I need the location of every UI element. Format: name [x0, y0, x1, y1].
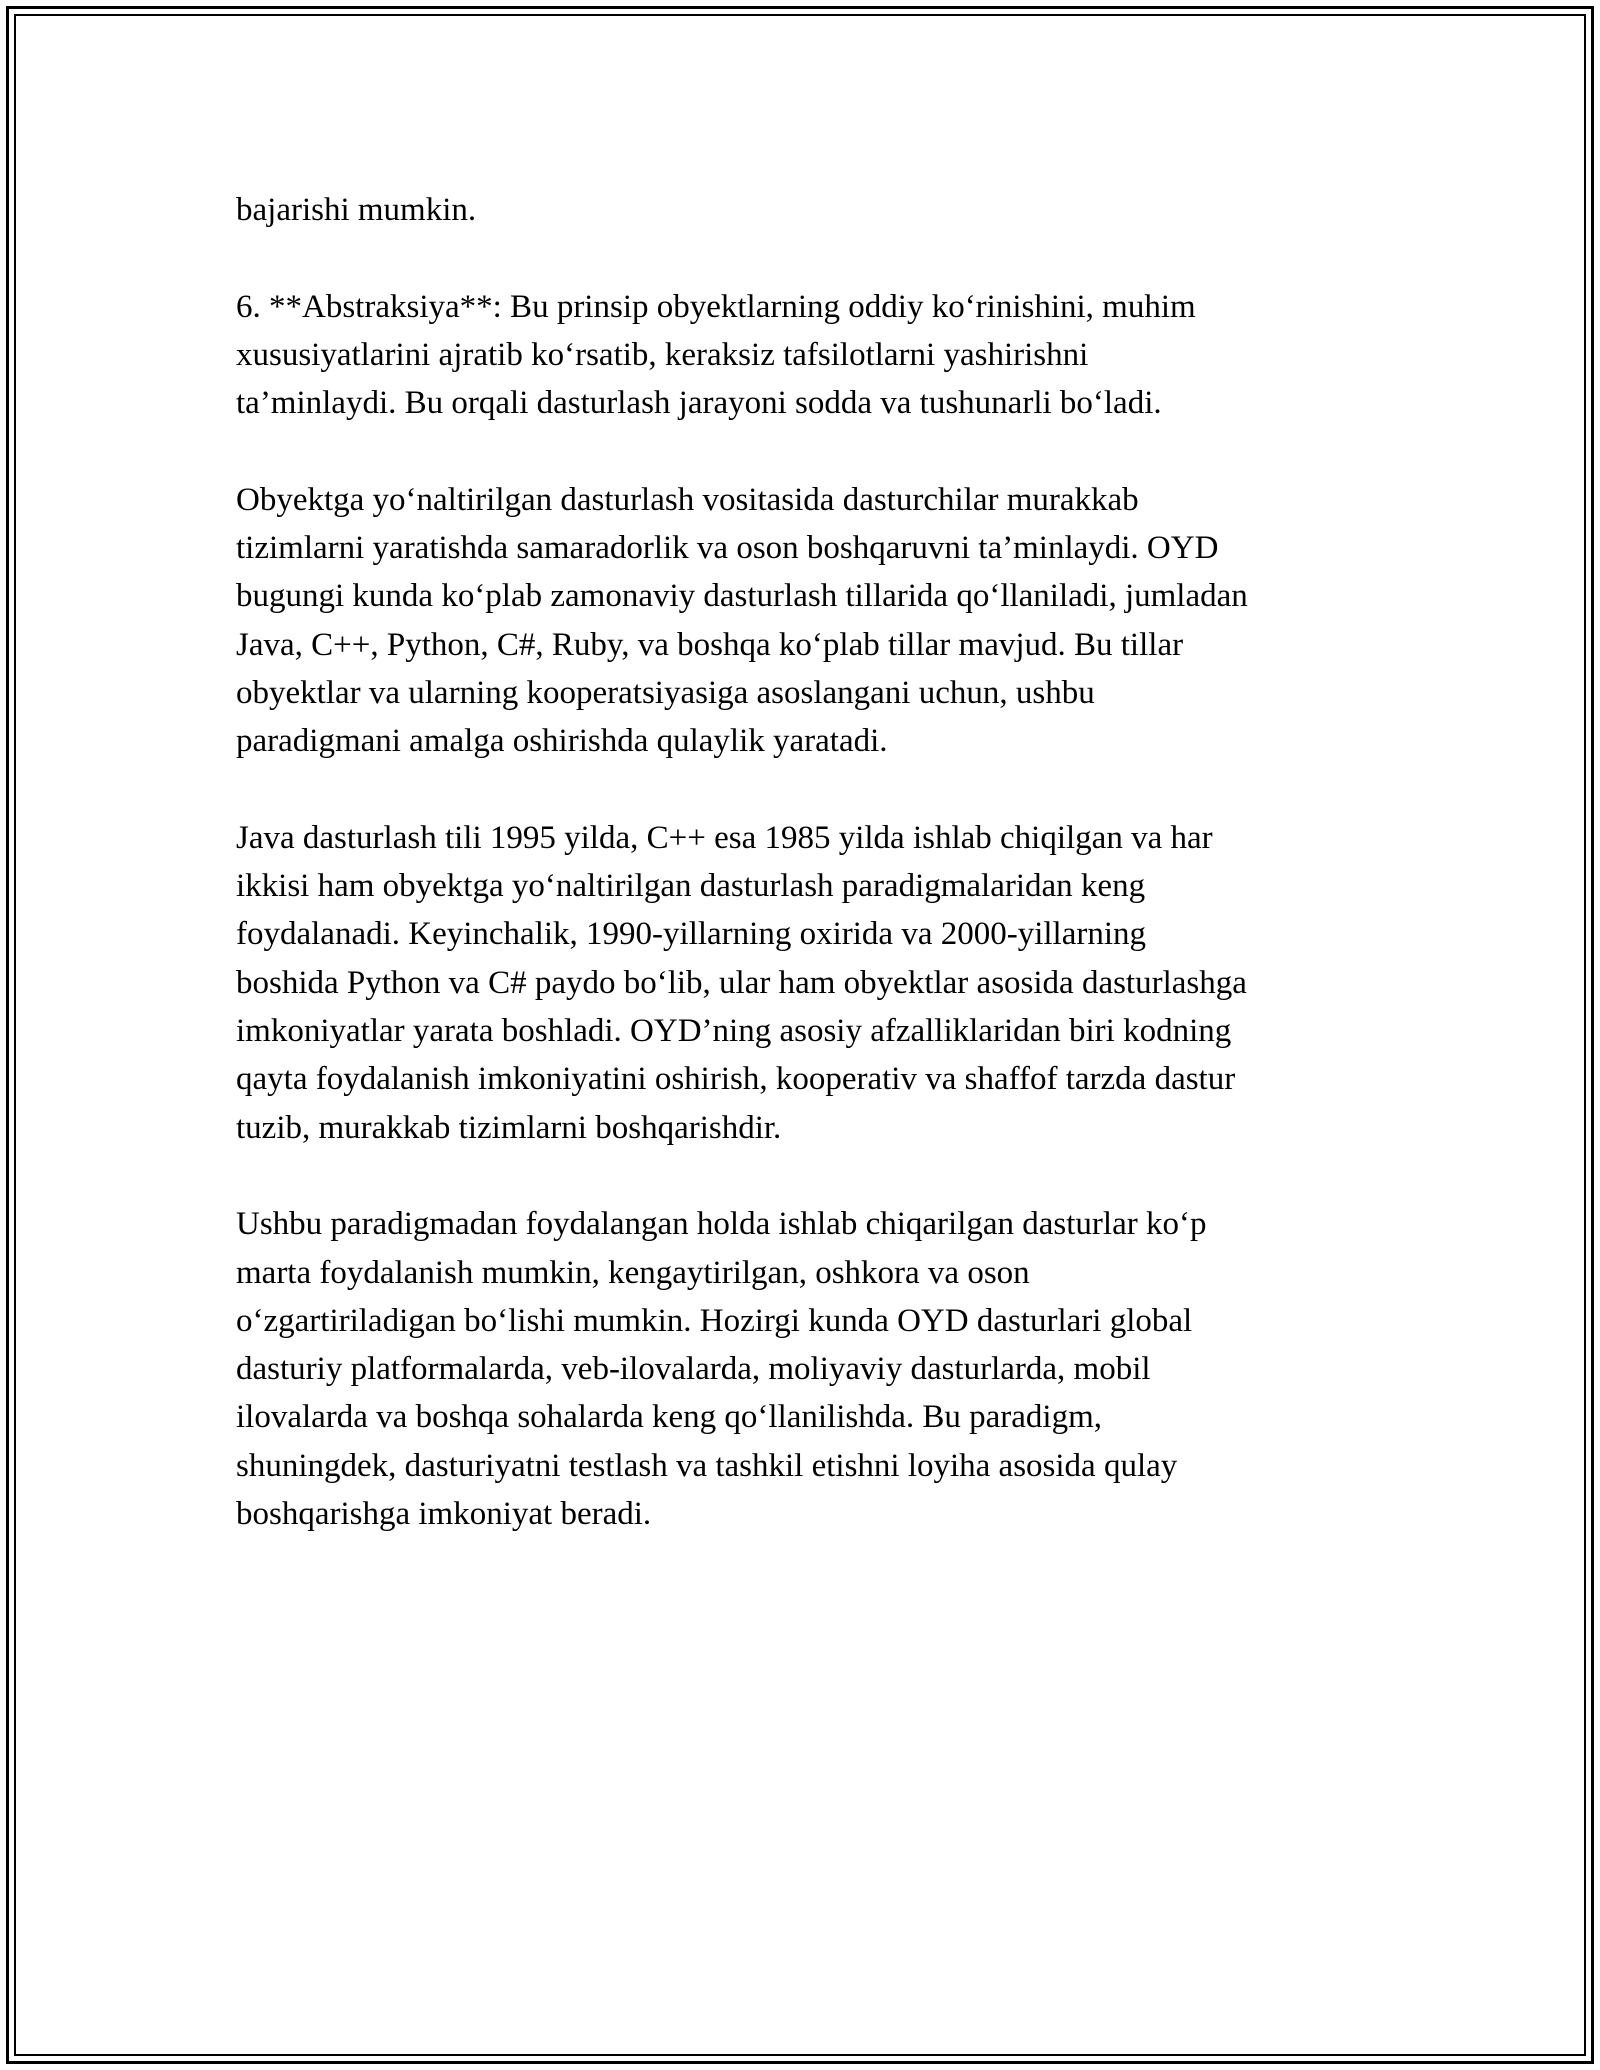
- paragraph-oyd-overview: [236, 476, 1376, 766]
- text-line: obyektlar va ularning kooperatsiyasiga asoslangani uchun, ushbu: [236, 674, 1095, 711]
- text-line: qayta foydalanish imkoniyatini oshirish, kooperativ va shaffof tarzda dastur: [236, 1061, 1236, 1098]
- paragraph-continuation: [236, 186, 1376, 234]
- text-line: imkoniyatlar yarata boshladi. OYD’ning asosiy afzalliklaridan biri kodning: [236, 1013, 1232, 1050]
- text-line: Ushbu paradigmadan foydalangan holda ishlab chiqarilgan dasturlar ko‘p: [236, 1206, 1207, 1243]
- text-line: dasturiy platformalarda, veb-ilovalarda, moliyaviy dasturlarda, mobil: [236, 1351, 1151, 1388]
- text-line: boshida Python va C# paydo bo‘lib, ular ham obyektlar asosida dasturlashga: [236, 964, 1247, 1001]
- text-line: Obyektga yo‘naltirilgan dasturlash vositasida dasturchilar murakkab: [236, 481, 1139, 518]
- text-line: ta’minlaydi. Bu orqali dasturlash jarayoni sodda va tushunarli bo‘ladi.: [236, 385, 1162, 422]
- text-line: 6. **Abstraksiya**: Bu prinsip obyektlarning oddiy ko‘rinishini, muhim: [236, 288, 1196, 325]
- text-line: ilovalarda va boshqa sohalarda keng qo‘llanilishda. Bu paradigm,: [236, 1399, 1103, 1436]
- document-body: [236, 186, 1376, 1587]
- text-line: bugungi kunda ko‘plab zamonaviy dasturlash tillarida qo‘llaniladi, jumladan: [236, 578, 1248, 615]
- text-line: shuningdek, dasturiyatni testlash va tashkil etishni loyiha asosida qulay: [236, 1447, 1178, 1484]
- text-line: o‘zgartiriladigan bo‘lishi mumkin. Hozirgi kunda OYD dasturlari global: [236, 1302, 1193, 1339]
- text-line: Java, C++, Python, C#, Ruby, va boshqa ko‘plab tillar mavjud. Bu tillar: [236, 626, 1184, 663]
- text-line: marta foydalanish mumkin, kengaytirilgan, oshkora va oson: [236, 1254, 1030, 1291]
- text-line: foydalanadi. Keyinchalik, 1990-yillarning oxirida va 2000-yillarning: [236, 916, 1147, 953]
- paragraph-history: [236, 814, 1376, 1152]
- text-line: boshqarishga imkoniyat beradi.: [236, 1496, 652, 1533]
- text-line: Java dasturlash tili 1995 yilda, C++ esa 1985 yilda ishlab chiqilgan va har: [236, 819, 1213, 856]
- text-line: tuzib, murakkab tizimlarni boshqarishdir.: [236, 1109, 782, 1146]
- text-line: xususiyatlarini ajratib ko‘rsatib, keraksiz tafsilotlarni yashirishni: [236, 336, 1089, 373]
- text-line: tizimlarni yaratishda samaradorlik va oson boshqaruvni ta’minlaydi. OYD: [236, 530, 1219, 567]
- text-line: paradigmani amalga oshirishda qulaylik yaratadi.: [236, 723, 888, 760]
- text-line: bajarishi mumkin.: [236, 192, 477, 228]
- paragraph-applications: [236, 1200, 1376, 1538]
- paragraph-abstraksiya: [236, 283, 1376, 428]
- text-line: ikkisi ham obyektga yo‘naltirilgan dasturlash paradigmalaridan keng: [236, 868, 1146, 905]
